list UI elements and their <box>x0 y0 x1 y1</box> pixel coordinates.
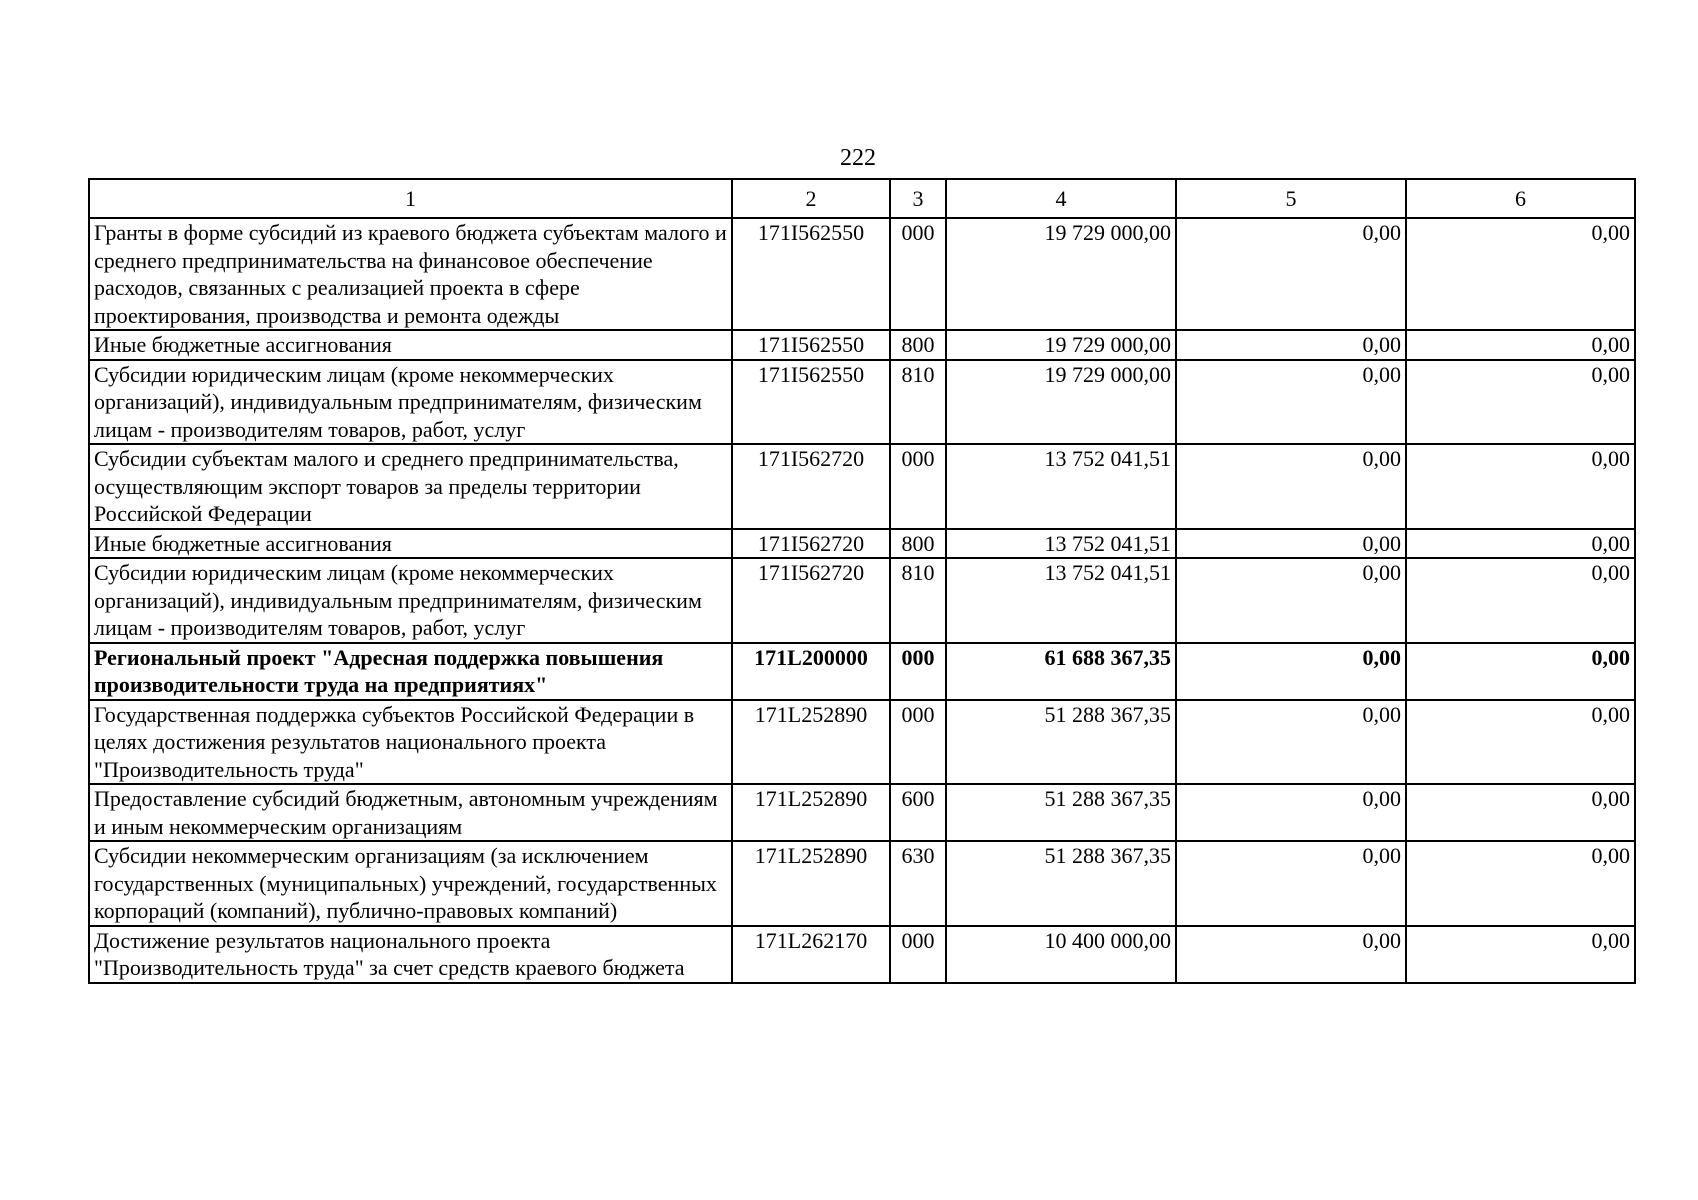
row-name-cell: Субсидии некоммерческим организациям (за исключением государственных (муниципальных) учреждений, государственных корпораций (компаний), публично-правовых компаний) <box>89 841 732 926</box>
row-amount-col5-cell: 0,00 <box>1176 218 1406 330</box>
row-type-cell: 800 <box>890 330 946 360</box>
row-amount-col6-cell: 0,00 <box>1406 643 1635 700</box>
row-amount-col4-cell: 51 288 367,35 <box>946 841 1176 926</box>
row-code-cell: 171I562720 <box>732 444 890 529</box>
column-header-1: 1 <box>89 179 732 218</box>
row-name-cell: Достижение результатов национального проекта "Производительность труда" за счет средств краевого бюджета <box>89 926 732 983</box>
row-name-cell: Субсидии юридическим лицам (кроме некоммерческих организаций), индивидуальным предпринимателям, физическим лицам - производителям товаров, работ, услуг <box>89 558 732 643</box>
row-code-cell: 171L262170 <box>732 926 890 983</box>
row-amount-col6-cell: 0,00 <box>1406 360 1635 445</box>
row-code-cell: 171I562720 <box>732 558 890 643</box>
row-amount-col5-cell: 0,00 <box>1176 700 1406 785</box>
row-amount-col6-cell: 0,00 <box>1406 841 1635 926</box>
row-amount-col5-cell: 0,00 <box>1176 926 1406 983</box>
row-name-cell: Гранты в форме субсидий из краевого бюджета субъектам малого и среднего предпринимательства на финансовое обеспечение расходов, связанных с реализацией проекта в сфере проектирования, производства и ремонта одежды <box>89 218 732 330</box>
row-code-cell: 171L252890 <box>732 841 890 926</box>
column-header-2: 2 <box>732 179 890 218</box>
row-type-cell: 800 <box>890 529 946 559</box>
row-amount-col6-cell: 0,00 <box>1406 926 1635 983</box>
row-type-cell: 000 <box>890 700 946 785</box>
row-amount-col6-cell: 0,00 <box>1406 444 1635 529</box>
column-header-3: 3 <box>890 179 946 218</box>
row-amount-col6-cell: 0,00 <box>1406 529 1635 559</box>
row-code-cell: 171L252890 <box>732 700 890 785</box>
row-type-cell: 810 <box>890 558 946 643</box>
table-row <box>89 330 1635 360</box>
header-row <box>89 179 1635 218</box>
page-number: 222 <box>840 145 876 171</box>
row-name-cell: Субсидии юридическим лицам (кроме некоммерческих организаций), индивидуальным предпринимателям, физическим лицам - производителям товаров, работ, услуг <box>89 360 732 445</box>
row-amount-col4-cell: 13 752 041,51 <box>946 529 1176 559</box>
row-type-cell: 000 <box>890 218 946 330</box>
row-type-cell: 630 <box>890 841 946 926</box>
table-body <box>89 218 1635 983</box>
row-amount-col5-cell: 0,00 <box>1176 529 1406 559</box>
row-name-cell: Субсидии субъектам малого и среднего предпринимательства, осуществляющим экспорт товаров за пределы территории Российской Федерации <box>89 444 732 529</box>
row-name-cell: Государственная поддержка субъектов Российской Федерации в целях достижения результатов национального проекта "Производительность труда" <box>89 700 732 785</box>
table-row <box>89 444 1635 529</box>
row-code-cell: 171L252890 <box>732 784 890 841</box>
row-type-cell: 810 <box>890 360 946 445</box>
table-row <box>89 643 1635 700</box>
row-name-cell: Иные бюджетные ассигнования <box>89 529 732 559</box>
table-row <box>89 558 1635 643</box>
row-amount-col5-cell: 0,00 <box>1176 558 1406 643</box>
table-row <box>89 360 1635 445</box>
row-amount-col4-cell: 61 688 367,35 <box>946 643 1176 700</box>
row-type-cell: 000 <box>890 444 946 529</box>
row-code-cell: 171I562550 <box>732 330 890 360</box>
row-amount-col6-cell: 0,00 <box>1406 218 1635 330</box>
table-row <box>89 218 1635 330</box>
row-amount-col5-cell: 0,00 <box>1176 330 1406 360</box>
row-amount-col6-cell: 0,00 <box>1406 700 1635 785</box>
table-row <box>89 700 1635 785</box>
row-amount-col5-cell: 0,00 <box>1176 444 1406 529</box>
row-amount-col4-cell: 19 729 000,00 <box>946 360 1176 445</box>
row-amount-col4-cell: 13 752 041,51 <box>946 558 1176 643</box>
budget-table <box>88 178 1636 984</box>
row-code-cell: 171I562550 <box>732 218 890 330</box>
row-code-cell: 171L200000 <box>732 643 890 700</box>
row-type-cell: 000 <box>890 643 946 700</box>
table-row <box>89 529 1635 559</box>
column-header-6: 6 <box>1406 179 1635 218</box>
table-row <box>89 926 1635 983</box>
row-name-cell: Региональный проект "Адресная поддержка повышения производительности труда на предприятиях" <box>89 643 732 700</box>
row-name-cell: Предоставление субсидий бюджетным, автономным учреждениям и иным некоммерческим организациям <box>89 784 732 841</box>
row-type-cell: 000 <box>890 926 946 983</box>
row-amount-col4-cell: 13 752 041,51 <box>946 444 1176 529</box>
row-amount-col4-cell: 19 729 000,00 <box>946 330 1176 360</box>
row-amount-col5-cell: 0,00 <box>1176 643 1406 700</box>
row-type-cell: 600 <box>890 784 946 841</box>
row-amount-col5-cell: 0,00 <box>1176 360 1406 445</box>
row-amount-col4-cell: 51 288 367,35 <box>946 700 1176 785</box>
row-code-cell: 171I562720 <box>732 529 890 559</box>
row-code-cell: 171I562550 <box>732 360 890 445</box>
row-amount-col6-cell: 0,00 <box>1406 784 1635 841</box>
row-amount-col5-cell: 0,00 <box>1176 841 1406 926</box>
table-row <box>89 784 1635 841</box>
row-amount-col6-cell: 0,00 <box>1406 330 1635 360</box>
row-name-cell: Иные бюджетные ассигнования <box>89 330 732 360</box>
row-amount-col6-cell: 0,00 <box>1406 558 1635 643</box>
row-amount-col4-cell: 10 400 000,00 <box>946 926 1176 983</box>
row-amount-col4-cell: 51 288 367,35 <box>946 784 1176 841</box>
row-amount-col5-cell: 0,00 <box>1176 784 1406 841</box>
row-amount-col4-cell: 19 729 000,00 <box>946 218 1176 330</box>
column-header-4: 4 <box>946 179 1176 218</box>
column-header-5: 5 <box>1176 179 1406 218</box>
table-row <box>89 841 1635 926</box>
